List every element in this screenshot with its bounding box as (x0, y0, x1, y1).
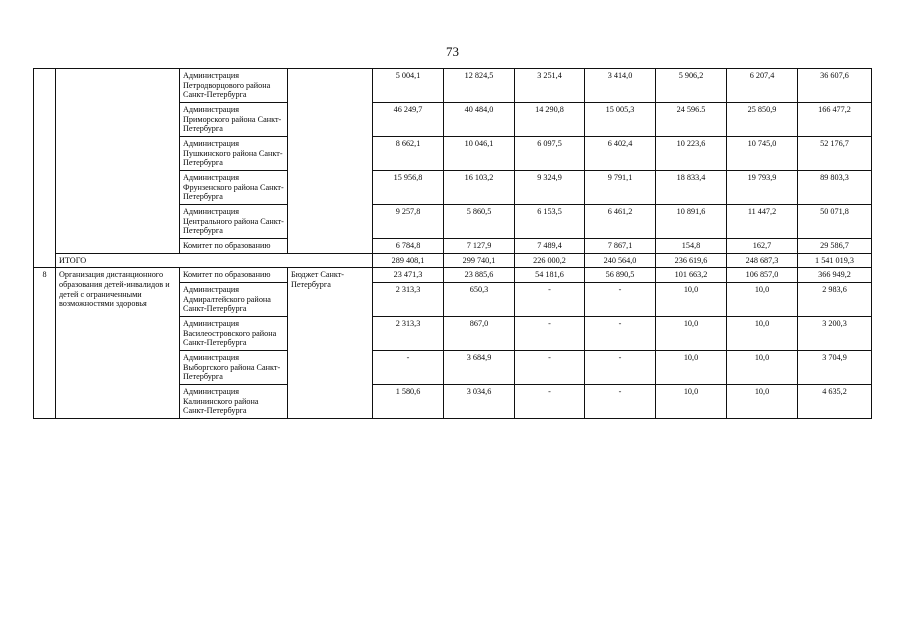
row-value-6: 10,0 (727, 317, 798, 351)
row-index-cell (34, 69, 56, 268)
row-organization-cell: Администрация Калининского района Санкт-Петербурга (180, 385, 288, 419)
row-organization-cell: Администрация Пушкинского района Санкт-Петербурга (180, 137, 288, 171)
row-value-7: 3 200,3 (798, 317, 872, 351)
row-value-2: 12 824,5 (444, 69, 515, 103)
row-value-5: 10 223,6 (656, 137, 727, 171)
row-value-1: 6 784,8 (373, 239, 444, 254)
row-name-cell: Организация дистанционного образования детей-инвалидов и детей с ограниченными возможностями здоровья (56, 268, 180, 419)
row-value-5: 101 663,2 (656, 268, 727, 283)
row-value-6: 11 447,2 (727, 205, 798, 239)
row-value-1: - (373, 351, 444, 385)
total-value-6: 248 687,3 (727, 253, 798, 268)
row-value-4: 15 005,3 (585, 103, 656, 137)
row-value-6: 10,0 (727, 283, 798, 317)
row-organization-cell: Администрация Приморского района Санкт-Петербурга (180, 103, 288, 137)
row-value-6: 25 850,9 (727, 103, 798, 137)
row-value-7: 366 949,2 (798, 268, 872, 283)
total-label-cell: ИТОГО (56, 253, 373, 268)
row-value-2: 3 684,9 (444, 351, 515, 385)
row-value-1: 2 313,3 (373, 283, 444, 317)
row-value-3: 6 153,5 (515, 205, 585, 239)
row-value-7: 29 586,7 (798, 239, 872, 254)
row-organization-cell: Администрация Петродворцового района Санкт-Петербурга (180, 69, 288, 103)
row-value-6: 106 857,0 (727, 268, 798, 283)
row-organization-cell: Комитет по образованию (180, 239, 288, 254)
row-value-4: 56 890,5 (585, 268, 656, 283)
row-value-3: 3 251,4 (515, 69, 585, 103)
row-organization-cell: Администрация Фрунзенского района Санкт-Петербурга (180, 171, 288, 205)
row-value-2: 16 103,2 (444, 171, 515, 205)
row-value-5: 18 833,4 (656, 171, 727, 205)
row-value-1: 2 313,3 (373, 317, 444, 351)
row-value-7: 4 635,2 (798, 385, 872, 419)
row-value-6: 6 207,4 (727, 69, 798, 103)
row-value-2: 650,3 (444, 283, 515, 317)
row-value-1: 9 257,8 (373, 205, 444, 239)
row-value-6: 10 745,0 (727, 137, 798, 171)
row-value-5: 5 906,2 (656, 69, 727, 103)
table-row-total (34, 253, 872, 268)
row-organization-cell: Комитет по образованию (180, 268, 288, 283)
row-organization-cell: Администрация Адмиралтейского района Санкт-Петербурга (180, 283, 288, 317)
row-value-3: - (515, 283, 585, 317)
row-value-2: 3 034,6 (444, 385, 515, 419)
row-value-4: 9 791,1 (585, 171, 656, 205)
row-value-5: 24 596.5 (656, 103, 727, 137)
row-value-3: 54 181,6 (515, 268, 585, 283)
total-value-1: 289 408,1 (373, 253, 444, 268)
row-value-2: 10 046,1 (444, 137, 515, 171)
row-value-2: 5 860,5 (444, 205, 515, 239)
row-value-1: 15 956,8 (373, 171, 444, 205)
row-value-3: 6 097,5 (515, 137, 585, 171)
row-value-4: - (585, 351, 656, 385)
row-organization-cell: Администрация Центрального района Санкт-Петербурга (180, 205, 288, 239)
row-value-3: - (515, 385, 585, 419)
row-value-6: 10,0 (727, 351, 798, 385)
row-value-2: 7 127,9 (444, 239, 515, 254)
row-value-1: 23 471,3 (373, 268, 444, 283)
row-value-4: - (585, 385, 656, 419)
row-source-cell: Бюджет Санкт-Петербурга (288, 268, 373, 419)
row-value-3: - (515, 351, 585, 385)
row-source-cell (288, 69, 373, 254)
budget-table-body (34, 69, 872, 419)
row-value-7: 3 704,9 (798, 351, 872, 385)
row-value-5: 10,0 (656, 283, 727, 317)
row-value-6: 19 793,9 (727, 171, 798, 205)
row-value-7: 36 607,6 (798, 69, 872, 103)
row-value-2: 23 885,6 (444, 268, 515, 283)
row-name-cell (56, 69, 180, 254)
budget-table (33, 68, 872, 419)
row-value-7: 50 071,8 (798, 205, 872, 239)
total-value-5: 236 619,6 (656, 253, 727, 268)
row-value-3: 14 290,8 (515, 103, 585, 137)
row-value-7: 52 176,7 (798, 137, 872, 171)
row-value-4: 3 414,0 (585, 69, 656, 103)
row-value-1: 1 580,6 (373, 385, 444, 419)
row-value-3: 9 324,9 (515, 171, 585, 205)
row-value-1: 46 249,7 (373, 103, 444, 137)
row-value-6: 10,0 (727, 385, 798, 419)
page-number: 73 (446, 44, 459, 59)
row-value-1: 5 004,1 (373, 69, 444, 103)
row-value-3: 7 489,4 (515, 239, 585, 254)
row-organization-cell: Администрация Выборгского района Санкт-Петербурга (180, 351, 288, 385)
row-value-5: 154,8 (656, 239, 727, 254)
row-value-1: 8 662,1 (373, 137, 444, 171)
row-value-5: 10,0 (656, 351, 727, 385)
budget-table-container (33, 68, 871, 419)
row-value-4: 6 461,2 (585, 205, 656, 239)
row-value-6: 162,7 (727, 239, 798, 254)
total-value-3: 226 000,2 (515, 253, 585, 268)
row-value-3: - (515, 317, 585, 351)
row-value-5: 10 891,6 (656, 205, 727, 239)
row-value-4: - (585, 283, 656, 317)
row-value-7: 2 983,6 (798, 283, 872, 317)
table-row (34, 268, 872, 283)
total-value-2: 299 740,1 (444, 253, 515, 268)
row-value-4: - (585, 317, 656, 351)
total-value-4: 240 564,0 (585, 253, 656, 268)
row-value-7: 89 803,3 (798, 171, 872, 205)
row-value-5: 10,0 (656, 317, 727, 351)
total-value-7: 1 541 019,3 (798, 253, 872, 268)
table-row (34, 69, 872, 103)
row-value-2: 867,0 (444, 317, 515, 351)
row-value-5: 10,0 (656, 385, 727, 419)
row-value-2: 40 484,0 (444, 103, 515, 137)
row-value-7: 166 477,2 (798, 103, 872, 137)
row-index-cell: 8 (34, 268, 56, 419)
row-organization-cell: Администрация Василеостровского района Санкт-Петербурга (180, 317, 288, 351)
row-value-4: 7 867,1 (585, 239, 656, 254)
row-value-4: 6 402,4 (585, 137, 656, 171)
